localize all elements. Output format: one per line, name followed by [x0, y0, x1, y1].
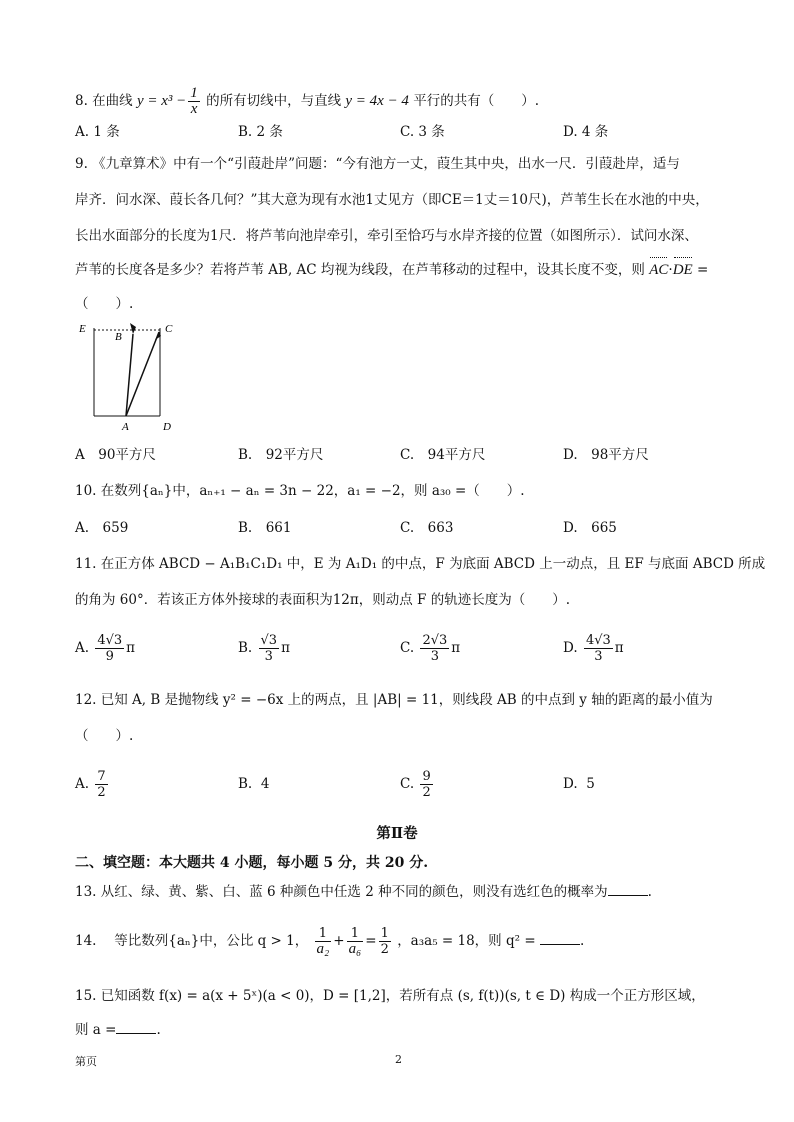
option-c[interactable]: C. $\frac{9}{2}$ [400, 769, 431, 800]
part-heading: 二、填空题：本大题共 4 小题，每小题 5 分，共 20 分. [75, 855, 429, 871]
pond-reed-figure [75, 318, 185, 436]
option-d[interactable]: D. 5 [563, 776, 595, 792]
reed-ab [126, 334, 133, 416]
reed-top-b [130, 323, 136, 334]
section-title: 第Ⅱ卷 [376, 825, 418, 842]
option-d[interactable]: D. 4 条 [563, 124, 609, 140]
option-b[interactable]: B. 661 [238, 520, 292, 536]
option-a[interactable]: A 90平方尺 [75, 447, 156, 463]
q8-prefix: 8. 在曲线 [75, 93, 133, 109]
q12-line-1: 12. 已知 A, B 是抛物线 y² = −6x 上的两点，且 |AB| = 11，则线段 AB 的中点到 y 轴的距离的最小值为 [75, 692, 713, 708]
q8-options [75, 121, 720, 143]
q8-curve-equation: y = x³ − [136, 93, 187, 109]
option-c[interactable]: C. 3 条 [400, 124, 445, 140]
q8-suffix: 平行的共有（ ）. [413, 93, 540, 109]
option-a[interactable]: A. 1 条 [75, 124, 120, 140]
option-c[interactable]: C. 94平方尺 [400, 447, 486, 463]
option-a[interactable]: A. $\frac{4√3}{9}$ π [75, 633, 136, 664]
option-b[interactable]: B. $\frac{√3}{3}$ π [238, 633, 290, 664]
option-c[interactable]: C. $\frac{2√3}{3}$ π [400, 633, 461, 664]
question-8 [75, 86, 720, 117]
question-10: 10. 在数列{aₙ}中，aₙ₊₁ − aₙ = 3n − 22，a₁ = −2，则 a₃₀ =（ ）. [75, 483, 525, 499]
q8-fraction: $\frac{1}{x}$ [190, 85, 198, 117]
q9-line-5: （ ）. [75, 296, 134, 312]
q9-line-3: 长出水面部分的长度为1尺．将芦苇向池岸牵引，牵引至恰巧与水岸齐接的位置（如图所示）．试问水深、 [75, 228, 698, 244]
question-14: 14. 等比数列{aₙ}中，公比 q > 1， $\frac{1}{\text{a₂}}$ + $\frac{1}{\text{a₆}}$ = $\frac{1}{2}$ ，a₃a₅ = 18，则 q² = . [75, 926, 585, 957]
q9-options [75, 444, 720, 466]
option-d[interactable]: D. $\frac{4√3}{3}$ π [563, 633, 624, 664]
q9-line-4: 芦苇的长度各是多少？若将芦苇 AB, AC 均视为线段，在芦苇移动的过程中，设其长度不变，则 AC·DE = [75, 262, 709, 278]
option-b[interactable]: B. 92平方尺 [238, 447, 324, 463]
page-number: 2 [395, 1053, 402, 1066]
q12-options [75, 764, 720, 804]
q10-options [75, 517, 720, 539]
answer-blank[interactable] [540, 931, 580, 945]
q15-line-2: 则 a = . [75, 1022, 161, 1038]
answer-blank[interactable] [608, 882, 648, 896]
footer-label: 第页 [75, 1055, 97, 1068]
answer-blank[interactable] [116, 1020, 156, 1034]
label-b: B [115, 331, 122, 343]
q9-line-1: 9. 《九章算术》中有一个“引葭赴岸”问题：“今有池方一丈，葭生其中央，出水一尺．引葭赴岸，适与 [75, 156, 680, 172]
q8-line-equation: y = 4x − 4 [345, 93, 409, 109]
option-d[interactable]: D. 665 [563, 520, 617, 536]
option-c[interactable]: C. 663 [400, 520, 454, 536]
label-e: E [79, 323, 86, 335]
vector-ac: AC [649, 262, 669, 278]
q9-line-2: 岸齐．问水深、葭长各几何？”其大意为现有水池1丈见方（即CE＝1丈＝10尺)，芦苇生长在水池的中央， [75, 192, 709, 208]
reed-ac [126, 332, 159, 416]
q15-line-1: 15. 已知函数 f(x) = a(x + 5ˣ)(a < 0)，D = [1,2]，若所有点 (s, f(t))(s, t ∈ D) 构成一个正方形区域， [75, 988, 705, 1004]
q11-line-2: 的角为 60°．若该正方体外接球的表面积为12π，则动点 F 的轨迹长度为（ ）. [75, 592, 571, 608]
question-13: 13. 从红、绿、黄、紫、白、蓝 6 种颜色中任选 2 种不同的颜色，则没有选红色的概率为 . [75, 884, 652, 900]
option-b[interactable]: B. 4 [238, 776, 270, 792]
option-a[interactable]: A. $\frac{7}{2}$ [75, 769, 106, 800]
label-a: A [122, 421, 129, 433]
q11-line-1: 11. 在正方体 ABCD − A₁B₁C₁D₁ 中，E 为 A₁D₁ 的中点，F 为底面 ABCD 上一动点，且 EF 与底面 ABCD 所成 [75, 556, 766, 572]
option-b[interactable]: B. 2 条 [238, 124, 283, 140]
label-d: D [163, 421, 171, 433]
q11-options [75, 628, 720, 668]
option-a[interactable]: A. 659 [75, 520, 129, 536]
vector-de: DE [672, 262, 693, 278]
q12-line-2: （ ）. [75, 728, 134, 744]
q8-mid: 的所有切线中，与直线 [206, 93, 342, 109]
label-c: C [165, 323, 173, 335]
option-d[interactable]: D. 98平方尺 [563, 447, 649, 463]
